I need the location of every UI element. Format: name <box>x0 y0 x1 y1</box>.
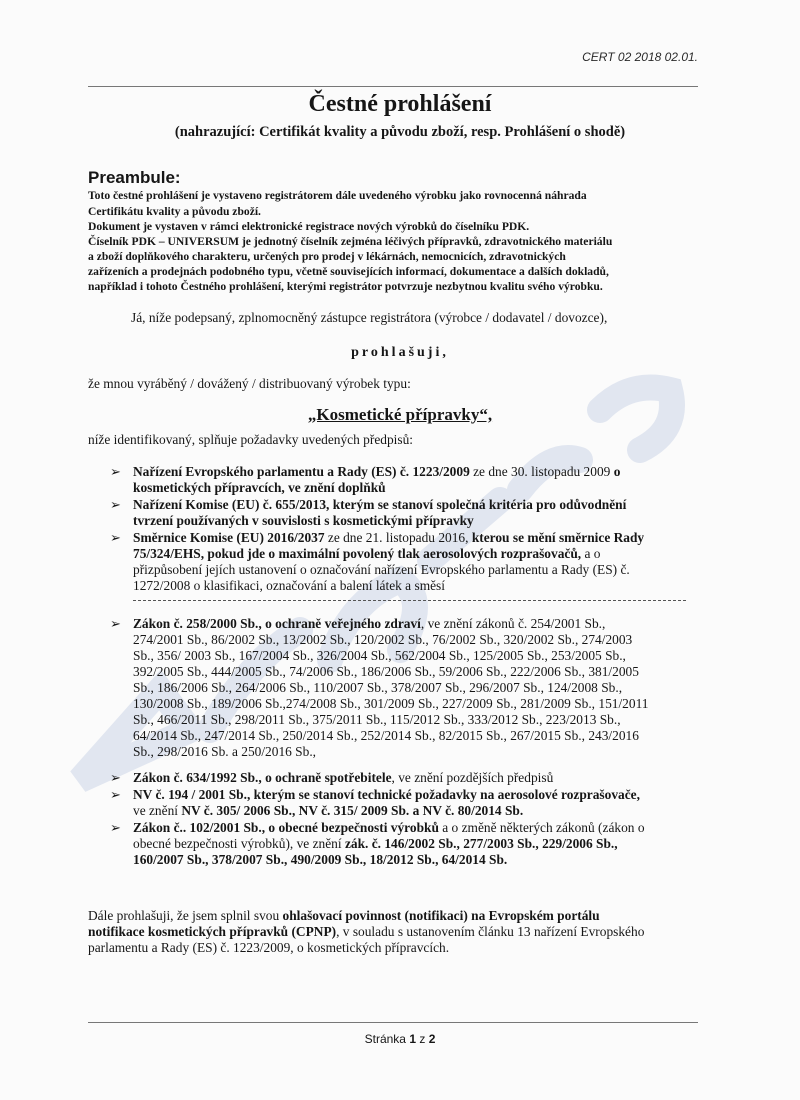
law-item-cont: ve znění NV č. 305/ 2006 Sb., NV č. 315/ 2009 Sb. a NV č. 80/2014 Sb. <box>133 803 524 818</box>
notification-line: Dále prohlašuji, že jsem splnil svou ohlašovací povinnost (notifikaci) na Evropském portálu <box>88 908 600 923</box>
law-item-cont: Sb., 186/2006 Sb., 264/2006 Sb., 110/2007 Sb., 378/2007 Sb., 296/2007 Sb., 124/2008 Sb., <box>133 680 623 695</box>
regulation-item-cont: kosmetických přípravcích, ve znění doplňků <box>133 480 386 495</box>
regulation-item: Směrnice Komise (EU) 2016/2037 ze dne 21. listopadu 2016, kterou se mění směrnice Rady <box>133 530 645 545</box>
law-item-cont: Sb., 298/2016 Sb. a 250/2016 Sb., <box>133 744 317 759</box>
law-item: Zákon č. 258/2000 Sb., o ochraně veřejného zdraví, ve znění zákonů č. 254/2001 Sb., <box>133 616 606 631</box>
law-item-cont: 64/2014 Sb., 247/2014 Sb., 250/2014 Sb., 252/2014 Sb., 82/2015 Sb., 267/2015 Sb., 243/2016 <box>133 728 639 743</box>
preamble-line: například i tohoto Čestného prohlášení, kterými registrátor potvrzuje nezbytnou kvalitu svého výrobku. <box>88 280 603 293</box>
preamble-line: Certifikátu kvality a původu zboží. <box>88 205 261 218</box>
page-subtitle: (nahrazující: Certifikát kvality a původu zboží, resp. Prohlášení o shodě) <box>174 124 626 140</box>
bullet-arrow-icon: ➢ <box>110 770 121 785</box>
law-item-cont: 160/2007 Sb., 378/2007 Sb., 490/2009 Sb., 18/2012 Sb., 64/2014 Sb. <box>133 852 508 867</box>
law-item: NV č. 194 / 2001 Sb., kterým se stanoví technické požadavky na aerosolové rozprašovače, <box>133 787 640 802</box>
page-number: Stránka 1 z 2 <box>364 1032 436 1046</box>
law-item-cont: 130/2008 Sb., 189/2006 Sb.,274/2008 Sb., 301/2009 Sb., 227/2009 Sb., 281/2009 Sb., 151/2011 <box>133 696 649 711</box>
header-divider <box>88 86 698 87</box>
notification-line: notifikace kosmetických přípravků (CPNP), v souladu s ustanovením článku 13 nařízení Evropského <box>88 924 645 939</box>
bullet-arrow-icon: ➢ <box>110 820 121 835</box>
section-divider <box>133 600 686 601</box>
page-title: Čestné prohlášení <box>308 91 492 117</box>
law-item-cont: 392/2005 Sb., 444/2005 Sb., 74/2006 Sb., 186/2006 Sb., 59/2006 Sb., 222/2006 Sb., 381/2005 <box>133 664 639 679</box>
law-item-cont: obecné bezpečnosti výrobků), ve znění zák. č. 146/2002 Sb., 277/2003 Sb., 229/2006 Sb., <box>133 836 618 851</box>
preamble-line: Číselník PDK – UNIVERSUM je jednotný číselník zejména léčivých přípravků, zdravotnického materiálu <box>88 235 613 248</box>
product-type: „Kosmetické přípravky“, <box>307 405 493 424</box>
law-item: Zákon č. 634/1992 Sb., o ochraně spotřebitele, ve znění pozdějších předpisů <box>133 770 554 785</box>
preamble-line: Dokument je vystaven v rámci elektronické registrace nových výrobků do číselníku PDK. <box>88 220 530 233</box>
preamble-line: zařízeních a prodejnách podobného typu, včetně souvisejících informací, dokumentace a dalších dokladů, <box>88 265 609 278</box>
law-item-cont: 274/2001 Sb., 86/2002 Sb., 13/2002 Sb., 120/2002 Sb., 76/2002 Sb., 320/2002 Sb., 274/2003 <box>133 632 633 647</box>
product-line: že mnou vyráběný / dovážený / distribuovaný výrobek typu: <box>88 376 411 391</box>
preamble-line: a zboží doplňkového charakteru, určených pro prodej v lékárnách, nemocnicích, zdravotnických <box>88 250 566 263</box>
bullet-arrow-icon: ➢ <box>110 497 121 512</box>
document-code: CERT 02 2018 02.01. <box>582 50 698 64</box>
law-item: Zákon č.. 102/2001 Sb., o obecné bezpečnosti výrobků a o změně některých zákonů (zákon o <box>133 820 645 835</box>
regulation-item-cont: přizpůsobení jejích ustanovení o označování nařízení Evropského parlamentu a Rady (ES) č. <box>133 562 630 577</box>
preamble-line: Toto čestné prohlášení je vystaveno registrátorem dále uvedeného výrobku jako rovnocenná náhrada <box>88 189 587 202</box>
footer-divider <box>88 1022 698 1023</box>
regulation-item: Nařízení Komise (EU) č. 655/2013, kterým se stanoví společná kritéria pro odůvodnění <box>133 497 627 512</box>
notification-line: parlamentu a Rady (ES) č. 1223/2009, o kosmetických přípravcích. <box>88 940 450 955</box>
regulation-item: Nařízení Evropského parlamentu a Rady (ES) č. 1223/2009 ze dne 30. listopadu 2009 o <box>133 464 621 479</box>
regulation-item-cont: 75/324/EHS, pokud jde o maximální povolený tlak aerosolových rozprašovačů, a o <box>133 546 601 561</box>
regulation-item-cont: tvrzení používaných v souvislosti s kosmetickými přípravky <box>133 513 474 528</box>
bullet-arrow-icon: ➢ <box>110 787 121 802</box>
regulation-item-cont: 1272/2008 o klasifikaci, označování a balení látek a směsí <box>133 578 445 593</box>
compliance-line: níže identifikovaný, splňuje požadavky uvedených předpisů: <box>88 432 414 447</box>
bullet-arrow-icon: ➢ <box>110 464 121 479</box>
bullet-arrow-icon: ➢ <box>110 530 121 545</box>
bullet-arrow-icon: ➢ <box>110 616 121 631</box>
preamble-heading: Preambule: <box>88 168 181 187</box>
signatory-line: Já, níže podepsaný, zplnomocněný zástupce registrátora (výrobce / dodavatel / dovozce), <box>131 310 608 325</box>
declaration-word: prohlašuji, <box>351 345 449 360</box>
law-item-cont: Sb., 356/ 2003 Sb., 167/2004 Sb., 326/2004 Sb., 562/2004 Sb., 125/2005 Sb., 253/2005 Sb., <box>133 648 626 663</box>
law-item-cont: Sb., 466/2011 Sb., 298/2011 Sb., 375/2011 Sb., 115/2012 Sb., 333/2012 Sb., 223/2013 Sb., <box>133 712 621 727</box>
